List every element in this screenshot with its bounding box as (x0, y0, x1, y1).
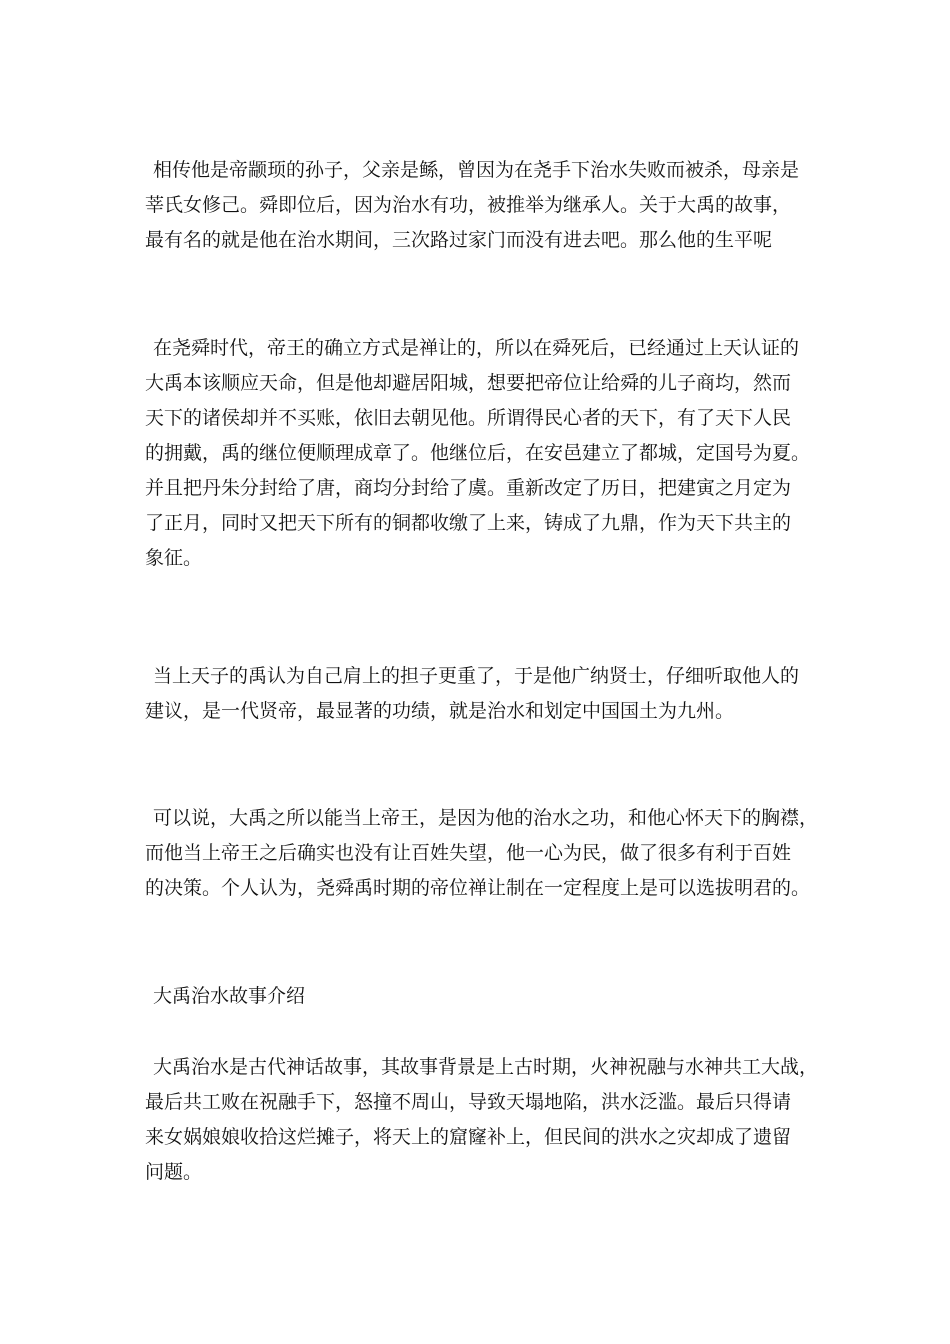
text-line: 天下的诸侯却并不买账，依旧去朝见他。所谓得民心者的天下，有了天下人民 (145, 407, 792, 429)
text-line: 象征。 (145, 547, 203, 569)
text-line: 最有名的就是他在治水期间，三次路过家门而没有进去吧。那么他的生平呢 (145, 229, 773, 251)
text-line: 并且把丹朱分封给了唐，商均分封给了虞。重新改定了历日，把建寅之月定为 (145, 477, 792, 499)
text-line: 相传他是帝颛顼的孙子，父亲是鲧，曾因为在尧手下治水失败而被杀，母亲是 (153, 159, 800, 181)
text-line: 的拥戴，禹的继位便顺理成章了。他继位后，在安邑建立了都城，定国号为夏。 (145, 442, 811, 464)
text-line: 来女娲娘娘收拾这烂摊子，将天上的窟窿补上，但民间的洪水之灾却成了遗留 (145, 1126, 792, 1148)
text-line: 最后共工败在祝融手下，怒撞不周山，导致天塌地陷，洪水泛滥。最后只得请 (145, 1091, 792, 1113)
text-line: 了正月，同时又把天下所有的铜都收缴了上来，铸成了九鼎，作为天下共主的 (145, 512, 792, 534)
text-line: 大禹治水是古代神话故事，其故事背景是上古时期，火神祝融与水神共工大战， (153, 1056, 819, 1078)
text-line: 当上天子的禹认为自己肩上的担子更重了，于是他广纳贤士，仔细听取他人的 (153, 665, 800, 687)
text-line: 可以说，大禹之所以能当上帝王，是因为他的治水之功，和他心怀天下的胸襟， (153, 807, 819, 829)
paragraph-yu-origin (145, 153, 825, 258)
text-line: 在尧舜时代，帝王的确立方式是禅让的，所以在舜死后，已经通过上天认证的 (153, 337, 800, 359)
text-line: 莘氏女修己。舜即位后，因为治水有功，被推举为继承人。关于大禹的故事， (145, 194, 792, 216)
text-line: 建议，是一代贤帝，最显著的功绩，就是治水和划定中国国土为九州。 (145, 700, 735, 722)
text-line: 而他当上帝王之后确实也没有让百姓失望，他一心为民，做了很多有利于百姓 (145, 842, 792, 864)
paragraph-flood-story (145, 1050, 825, 1190)
section-heading (145, 979, 825, 1014)
text-line: 的决策。个人认为，尧舜禹时期的帝位禅让制在一定程度上是可以选拔明君的。 (145, 877, 811, 899)
text-line: 问题。 (145, 1161, 203, 1183)
paragraph-succession (145, 331, 825, 576)
text-line: 大禹本该顺应天命，但是他却避居阳城，想要把帝位让给舜的儿子商均，然而 (145, 372, 792, 394)
heading-text: 大禹治水故事介绍 (153, 985, 306, 1007)
paragraph-achievements (145, 659, 825, 729)
paragraph-opinion (145, 801, 825, 906)
